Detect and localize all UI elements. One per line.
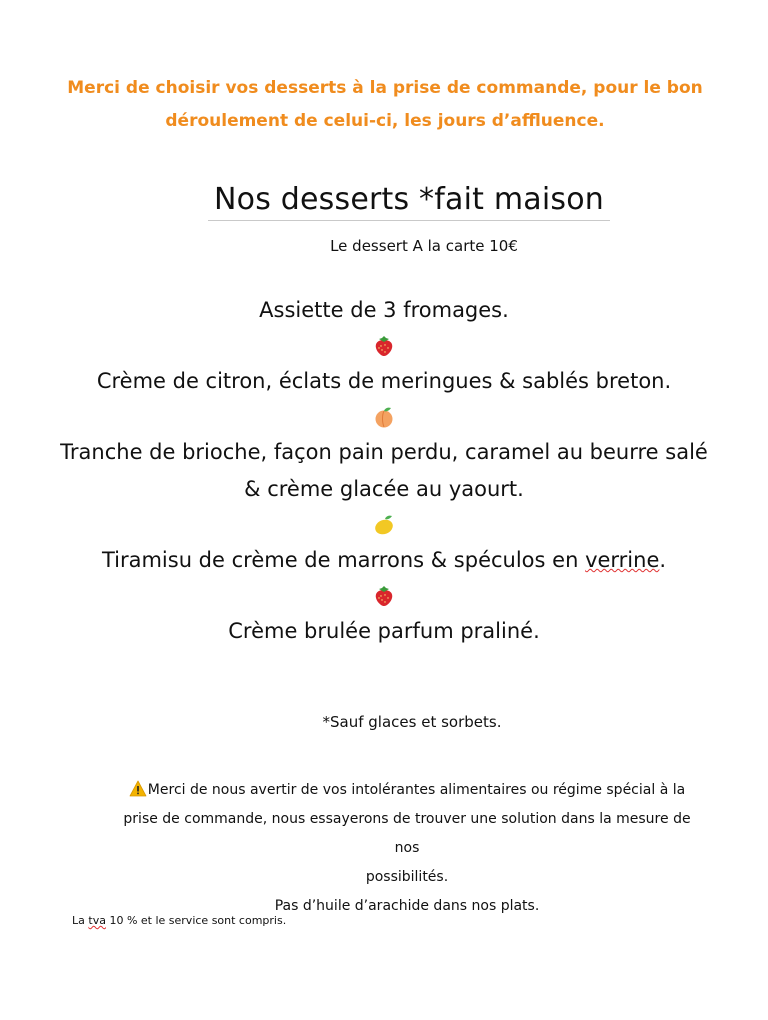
tax-note-spellcheck-word: tva <box>88 914 106 927</box>
tiramisu-text: Tiramisu de crème de marrons & spéculos en <box>101 548 586 572</box>
dessert-item-creme-brulee: Crème brulée parfum praliné. <box>228 619 540 643</box>
tax-note-suffix: 10 % et le service sont compris. <box>105 914 287 927</box>
dessert-item-brioche <box>20 434 748 508</box>
allergy-line-1 <box>112 776 702 805</box>
tax-note <box>72 914 286 927</box>
allergy-line-2: prise de commande, nous essayerons de trouver une solution dans la mesure de nos <box>123 811 691 856</box>
title-container <box>0 182 768 221</box>
allergy-line-1-text: Merci de nous avertir de vos intolérantes alimentaires ou régime spécial à la <box>147 782 686 798</box>
allergy-notice <box>112 776 702 921</box>
dessert-item-tiramisu <box>20 542 748 579</box>
page-title: Nos desserts *fait maison <box>208 182 610 221</box>
footnote: *Sauf glaces et sorbets. <box>322 713 502 731</box>
dessert-item-cheese: Assiette de 3 fromages. <box>259 298 509 322</box>
warning-icon <box>129 780 147 797</box>
tiramisu-period: . <box>659 548 667 572</box>
peach-icon <box>20 400 748 434</box>
strawberry-icon <box>20 579 748 613</box>
dessert-item-lemon-cream: Crème de citron, éclats de meringues & sablés breton. <box>96 369 672 393</box>
tiramisu-spellcheck-word: verrine <box>585 548 660 572</box>
allergy-line-3: possibilités. <box>365 869 449 885</box>
lemon-icon <box>20 508 748 542</box>
order-notice <box>60 72 710 138</box>
dessert-item-brioche-line-1: Tranche de brioche, façon pain perdu, caramel au beurre salé <box>60 440 708 464</box>
tax-note-prefix: La <box>72 914 89 927</box>
strawberry-icon <box>20 329 748 363</box>
price-subtitle: Le dessert A la carte 10€ <box>330 237 518 255</box>
dessert-item-brioche-line-2: & crème glacée au yaourt. <box>244 477 524 501</box>
dessert-list <box>20 292 748 650</box>
order-notice-line-2: déroulement de celui-ci, les jours d’affluence. <box>165 111 605 131</box>
allergy-line-4: Pas d’huile d’arachide dans nos plats. <box>274 898 540 914</box>
order-notice-line-1: Merci de choisir vos desserts à la prise de commande, pour le bon <box>67 78 703 98</box>
